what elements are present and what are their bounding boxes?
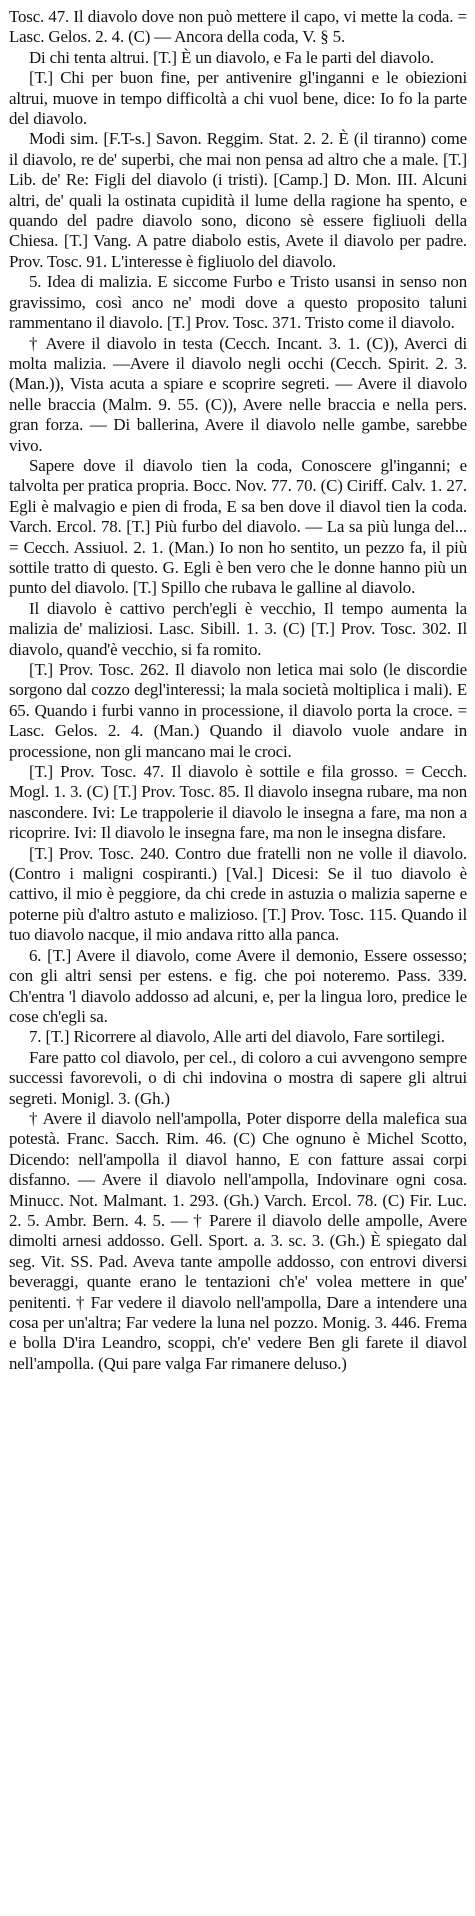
entry-paragraph: Tosc. 47. Il diavolo dove non può mettere il capo, vi mette la coda. = Lasc. Gelos. 2. 4. (C) — Ancora della coda, V. § 5. [9, 7, 467, 47]
dictionary-page [9, 7, 467, 1907]
entry-paragraph: Modi sim. [F.T-s.] Savon. Reggim. Stat. 2. 2. È (il tiranno) come il diavolo, re de' superbi, che mai non pensa ad altro che a male. [T.] Lib. de' Re: Figli del diavolo (i tristi). [Camp.] D. Mon. III. Alcuni altri, de' quali la ostinata cupidità il lume della ragione ha spento, e quando del padre diavolo sono, dicono sè essere figliuoli della Chiesa. [T.] Vang. A patre diabolo estis, Avete il diavolo per padre. Prov. Tosc. 91. L'interesse è figliuolo del diavolo. [9, 129, 467, 271]
entry-paragraph: [T.] Chi per buon fine, per antivenire gl'inganni e le obiezioni altrui, muove in tempo difficoltà a chi vuol bene, dice: Io fo la parte del diavolo. [9, 68, 467, 129]
entry-paragraph: 7. [T.] Ricorrere al diavolo, Alle arti del diavolo, Fare sortilegi. [29, 1027, 445, 1047]
entry-paragraph: [T.] Prov. Tosc. 240. Contro due fratelli non ne volle il diavolo. (Contro i maligni cospiranti.) [Val.] Dicesi: Se il tuo diavolo è cattivo, il mio è peggiore, da chi crede in astuzia o malizia saperne e poterne più d'altro astuto e malizioso. [T.] Prov. Tosc. 115. Quando il tuo diavolo nacque, il mio andava ritto alla panca. [9, 843, 467, 945]
entry-paragraph: Di chi tenta altrui. [T.] È un diavolo, e Fa le parti del diavolo. [29, 47, 434, 67]
entry-paragraph: 5. Idea di malizia. E siccome Furbo e Tristo usansi in senso non gravissimo, così anco ne' modi dove a questo proposito taluni rammentano il diavolo. [T.] Prov. Tosc. 371. Tristo come il diavolo. [9, 272, 467, 333]
entry-paragraph: Il diavolo è cattivo perch'egli è vecchio, Il tempo aumenta la malizia de' maliziosi. Lasc. Sibill. 1. 3. (C) [T.] Prov. Tosc. 302. Il diavolo, quand'è vecchio, si fa romito. [9, 598, 467, 659]
entry-paragraph: Sapere dove il diavolo tien la coda, Conoscere gl'inganni; e talvolta per pratica propria. Bocc. Nov. 77. 70. (C) Ciriff. Calv. 1. 27. Egli è malvagio e pien di froda, E sa ben dove il diavol tien la coda. Varch. Ercol. 78. [T.] Più furbo del diavolo. — La sa più lunga del... = Cecch. Assiuol. 2. 1. (Man.) Io non ho sentito, un pezzo fa, il più sottile tratto di questo. G. Egli è ben vero che le donne hanno più un punto del diavolo. [T.] Spillo che rubava le galline al diavolo. [9, 455, 467, 598]
entry-paragraph: Fare patto col diavolo, per cel., di coloro a cui avvengono sempre successi favorevoli, o di chi indovina o mostra di sapere gli altrui segreti. Monigl. 3. (Gh.) [9, 1047, 467, 1108]
entry-paragraph: [T.] Prov. Tosc. 262. Il diavolo non letica mai solo (le discordie sorgono dal cozzo degl'interessi; la mala società moltiplica i mali). E 65. Quando i furbi vanno in processione, il diavolo porta la croce. = Lasc. Gelos. 2. 4. (Man.) Quando il diavolo vuole andare in processione, non gli mancano mai le croci. [9, 660, 467, 761]
entry-paragraph: [T.] Prov. Tosc. 47. Il diavolo è sottile e fila grosso. = Cecch. Mogl. 1. 3. (C) [T.] Prov. Tosc. 85. Il diavolo insegna rubare, ma non nascondere. Ivi: Le trappolerie il diavolo le insegna a fare, ma non a ricoprire. Ivi: Il diavolo le insegna fare, ma non le insegna disfare. [9, 762, 467, 843]
entry-paragraph: † Avere il diavolo nell'ampolla, Poter disporre della malefica sua potestà. Franc. Sacch. Rim. 46. (C) Che ognuno è Michel Scotto, Dicendo: nell'ampolla il diavol hanno, E con fatture assai corpi disfanno. — Avere il diavolo nell'ampolla, Indovinare ogni cosa. Minucc. Not. Malmant. 1. 293. (Gh.) Varch. Ercol. 78. (C) Fir. Luc. 2. 5. Ambr. Bern. 4. 5. — † Parere il diavolo delle ampolle, Avere dimolti arnesi addosso. Gell. Sport. a. 3. sc. 3. (Gh.) È spiegato dal seg. Vit. SS. Pad. Aveva tante ampolle addosso, con entrovi diversi beveraggi, quante erano le tentazioni ch'e' volea mettere in que' penitenti. † Far vedere il diavolo nell'ampolla, Dare a intendere una cosa per un'altra; Far vedere la luna nel pozzo. Monig. 3. 446. Frema e bolla D'ira Leandro, scoppi, ch'e' vedere Ben gli farete il diavol nell'ampolla. (Qui pare valga Far rimanere deluso.) [9, 1108, 467, 1373]
entry-paragraph: 6. [T.] Avere il diavolo, come Avere il demonio, Essere ossesso; con gli altri sensi per estens. e fig. che poi noteremo. Pass. 339. Ch'entra 'l diavolo addosso ad alcuni, e, per la lingua loro, predice le cose ch'egli sa. [9, 945, 467, 1026]
entry-paragraph: † Avere il diavolo in testa (Cecch. Incant. 3. 1. (C)), Averci di molta malizia. —Avere il diavolo negli occhi (Cecch. Spirit. 2. 3. (Man.)), Vista acuta a spiare e scoprire segreti. — Avere il diavolo nelle braccia (Malm. 9. 55. (C)), Avere nelle braccia e nella pers. gran forza. — Di ballerina, Avere il diavolo nelle gambe, sarebbe vivo. [9, 333, 467, 455]
